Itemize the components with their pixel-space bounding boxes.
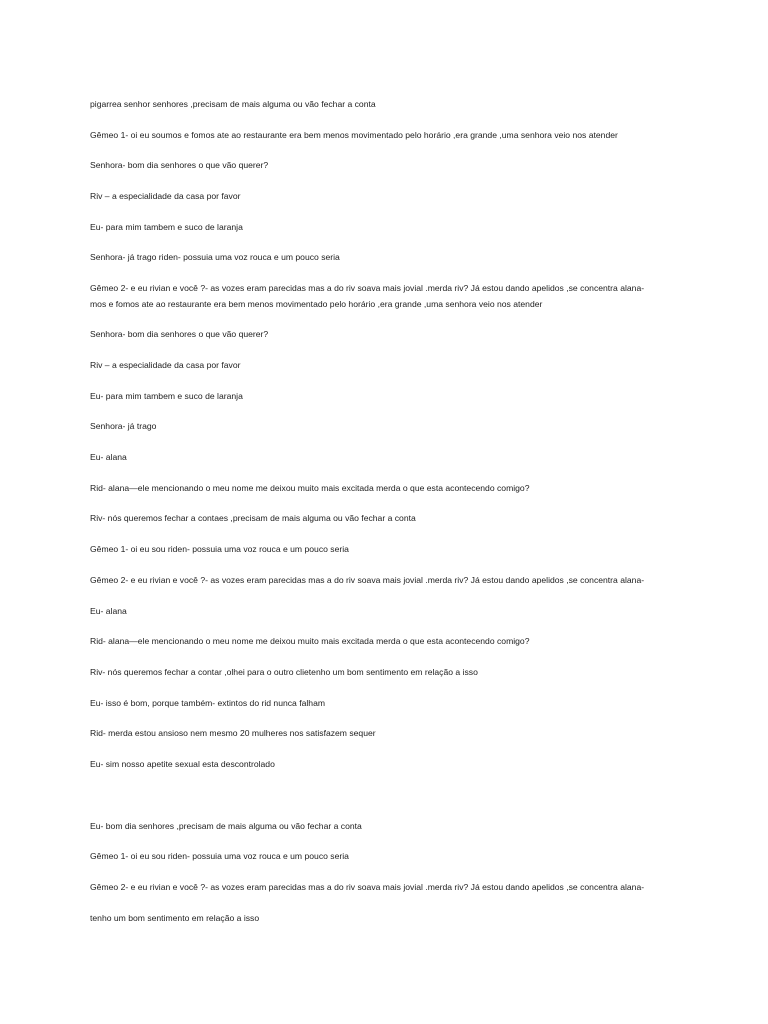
paragraph: Eu- alana <box>90 605 127 616</box>
paragraph: Eu- para mim tambem e suco de laranja <box>90 221 243 232</box>
paragraph: Gêmeo 2- e eu rivian e você ?- as vozes eram parecidas mas a do riv soava mais jovial .merda riv? Já estou dando apelidos ,se concentra alana- <box>90 574 645 585</box>
paragraph: Eu- isso é bom, porque também- extintos do rid nunca falham <box>90 697 326 708</box>
paragraph: Riv – a especialidade da casa por favor <box>90 191 241 202</box>
paragraph: Riv – a especialidade da casa por favor <box>90 360 241 370</box>
paragraph: Riv- nós queremos fechar a contaes ,precisam de mais alguma ou vão fechar a conta <box>90 513 416 524</box>
paragraph: Eu- sim nosso apetite sexual esta descontrolado <box>90 758 275 769</box>
paragraph: Gêmeo 1- oi eu sou riden- possuia uma voz rouca e um pouco seria <box>90 544 349 555</box>
paragraph: Riv- nós queremos fechar a contar ,olhei para o outro clietenho um bom sentimento em relação a isso <box>90 666 478 677</box>
paragraph: Gêmeo 2- e eu rivian e você ?- as vozes eram parecidas mas a do riv soava mais jovial .merda riv? Já estou dando apelidos ,se concentra alana- <box>90 283 645 294</box>
paragraph: Rid- alana—ele mencionando o meu nome me deixou muito mais excitada merda o que esta acontecendo comigo? <box>90 482 530 493</box>
paragraph: Senhora- já trago <box>90 421 157 432</box>
paragraph: tenho um bom sentimento em relação a isso <box>90 912 260 923</box>
paragraph: Eu- bom dia senhores ,precisam de mais alguma ou vão fechar a conta <box>90 820 362 831</box>
paragraph: Rid- alana—ele mencionando o meu nome me deixou muito mais excitada merda o que esta acontecendo comigo? <box>90 636 530 647</box>
paragraph: Rid- merda estou ansioso nem mesmo 20 mulheres nos satisfazem sequer <box>90 728 376 739</box>
paragraph: Gêmeo 1- oi eu soumos e fomos ate ao restaurante era bem menos movimentado pelo horário ,era grande ,uma senhora veio nos atender <box>90 129 618 140</box>
paragraph: Eu- para mim tambem e suco de laranja <box>90 390 243 401</box>
paragraph-continuation: mos e fomos ate ao restaurante era bem menos movimentado pelo horário ,era grande ,uma senhora veio nos atender <box>90 298 543 309</box>
paragraph: Eu- alana <box>90 452 127 463</box>
document-body <box>90 97 690 926</box>
paragraph: Gêmeo 1- oi eu sou riden- possuia uma voz rouca e um pouco seria <box>90 851 349 862</box>
paragraph: Senhora- já trago riden- possuia uma voz rouca e um pouco seria <box>90 252 340 263</box>
paragraph: Gêmeo 2- e eu rivian e você ?- as vozes eram parecidas mas a do riv soava mais jovial .merda riv? Já estou dando apelidos ,se concentra alana- <box>90 882 645 892</box>
paragraph: Senhora- bom dia senhores o que vão querer? <box>90 329 269 340</box>
paragraph: Senhora- bom dia senhores o que vão querer? <box>90 160 269 171</box>
paragraph: pigarrea senhor senhores ,precisam de mais alguma ou vão fechar a conta <box>90 99 376 109</box>
